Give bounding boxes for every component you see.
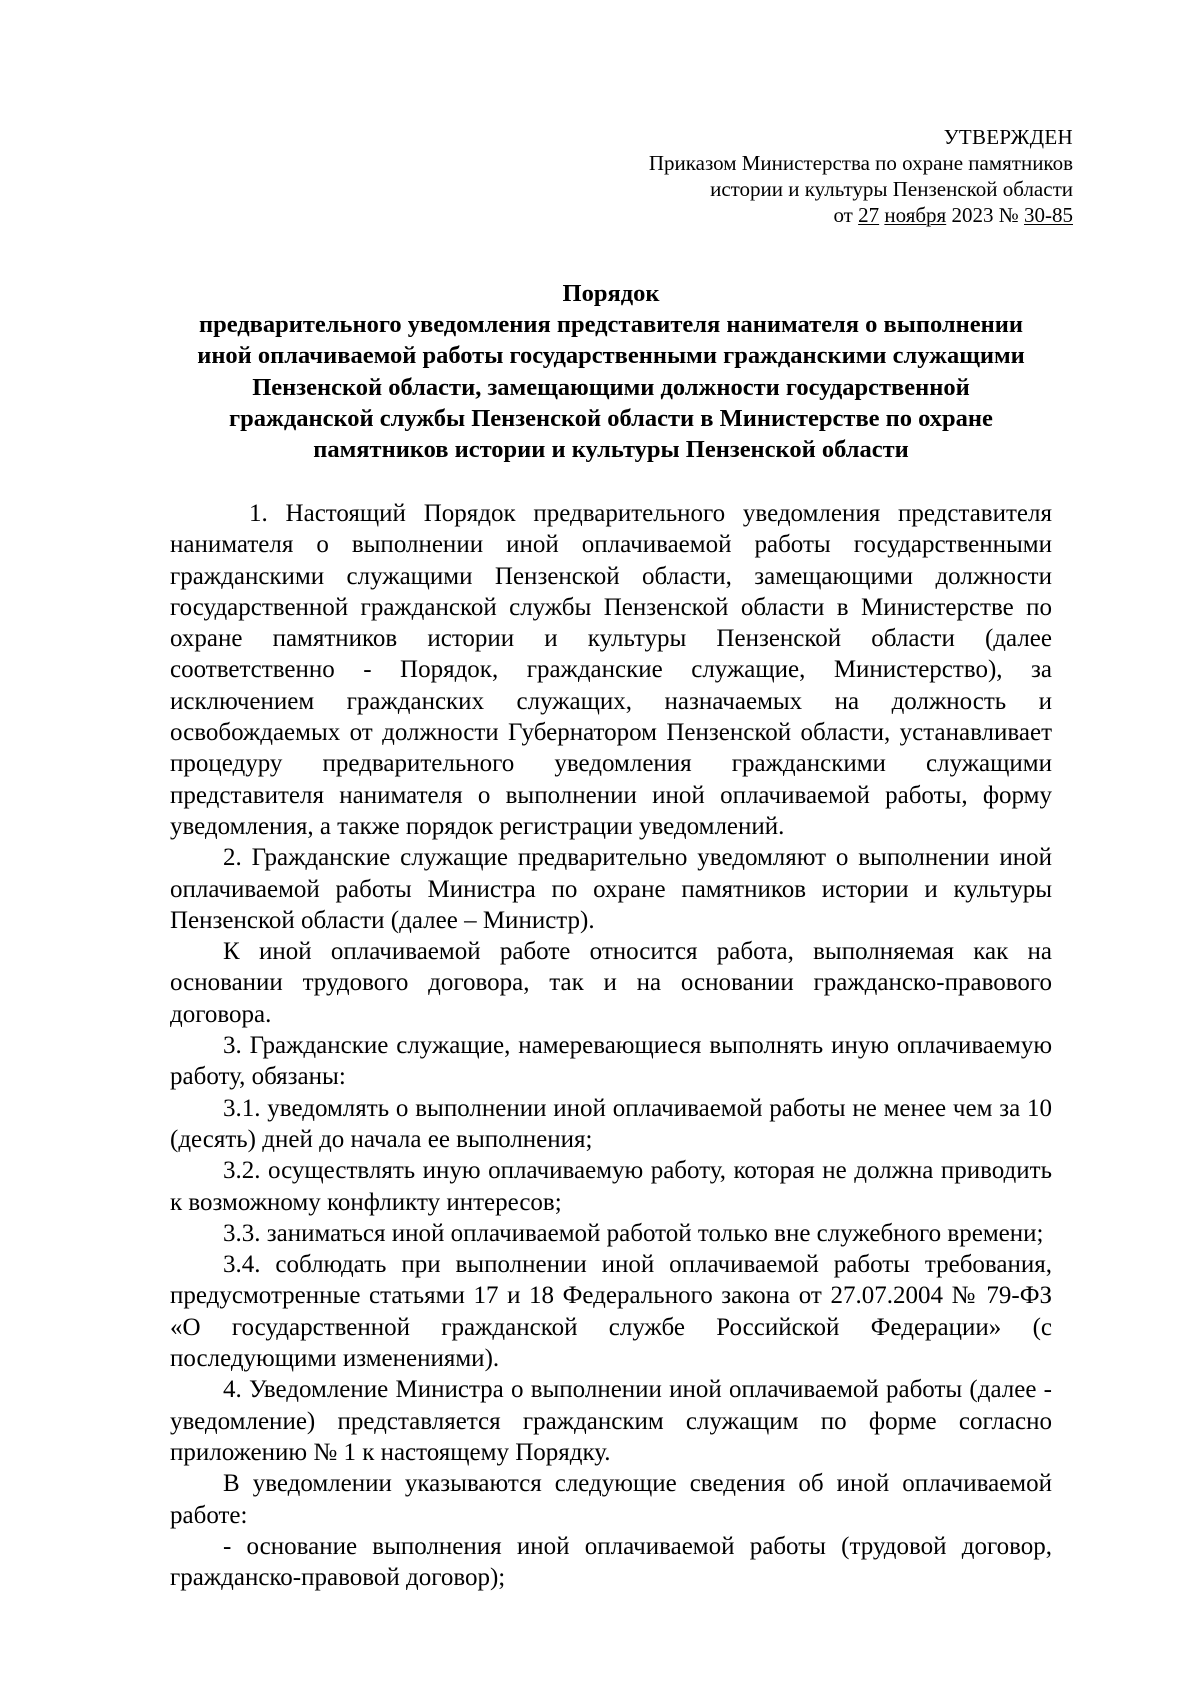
title-line-5: гражданской службы Пензенской области в Министерстве по охране (229, 404, 993, 432)
approval-heading: УТВЕРЖДЕН (943, 125, 1073, 149)
paragraph-5: 3.1. уведомлять о выполнении иной оплачиваемой работы не менее чем за 10 (десять) дней до начала ее выполнения; (170, 1094, 1052, 1153)
paragraph-6: 3.2. осуществлять иную оплачиваемую работу, которая не должна приводить к возможному конфликту интересов; (170, 1157, 1052, 1216)
paragraph-3: К иной оплачиваемой работе относится работа, выполняемая как на основании трудового договора, так и на основании гражданско-правового договора. (170, 938, 1052, 1028)
paragraph-1: 1. Настоящий Порядок предварительного уведомления представителя нанимателя о выполнении иной оплачиваемой работы государственными гражданскими служащими Пензенской области, замещающими должности государственной гражданской службы Пензенской области в Министерстве по охране памятников истории и культуры Пензенской области (далее соответственно - Порядок, гражданские служащие, Министерство), за исключением гражданских служащих, назначаемых на должность и освобождаемых от должности Губернатором Пензенской области, устанавливает процедуру предварительного уведомления гражданскими служащими представителя нанимателя о выполнении иной оплачиваемой работы, форму уведомления, а также порядок регистрации уведомлений. (170, 500, 1052, 840)
paragraph-2: 2. Гражданские служащие предварительно уведомляют о выполнении иной оплачиваемой работы Министра по охране памятников истории и культуры Пензенской области (далее – Министр). (170, 844, 1052, 934)
title-line-4: Пензенской области, замещающими должности государственной (252, 373, 970, 401)
document-title (170, 278, 1052, 465)
paragraph-9: 4. Уведомление Министра о выполнении иной оплачиваемой работы (далее - уведомление) представляется гражданским служащим по форме согласно приложению № 1 к настоящему Порядку. (170, 1376, 1052, 1466)
approval-date-line (513, 202, 1073, 228)
paragraph-11: - основание выполнения иной оплачиваемой работы (трудовой договор, гражданско-правовой договор); (170, 1532, 1052, 1592)
title-line-3: иной оплачиваемой работы государственными гражданскими служащими (197, 342, 1025, 370)
paragraph-8: 3.4. соблюдать при выполнении иной оплачиваемой работы требования, предусмотренные статьями 17 и 18 Федерального закона от 27.07.2004 № 79-ФЗ «О государственной гражданской службе Российской Федерации» (с последующими изменениями). (170, 1251, 1052, 1373)
date-prefix: от (833, 203, 859, 227)
paragraph-4: 3. Гражданские служащие, намеревающиеся выполнять иную оплачиваемую работу, обязаны: (170, 1032, 1052, 1091)
approval-line-2: истории и культуры Пензенской области (710, 177, 1073, 201)
title-line-1: Порядок (562, 280, 660, 307)
order-year-and-no: 2023 № (946, 203, 1024, 227)
approval-stamp-block (513, 124, 1073, 228)
document-body (170, 498, 1052, 1593)
order-number: 30-85 (1024, 203, 1073, 227)
title-line-6: памятников истории и культуры Пензенской области (313, 436, 909, 464)
order-month: ноября (884, 203, 947, 227)
paragraph-7: 3.3. заниматься иной оплачиваемой работой только вне служебного времени; (223, 1219, 1044, 1247)
approval-line-1: Приказом Министерства по охране памятников (648, 151, 1073, 175)
order-day: 27 (858, 203, 880, 227)
title-line-2: предварительного уведомления представителя нанимателя о выполнении (198, 311, 1024, 339)
paragraph-10: В уведомлении указываются следующие сведения об иной оплачиваемой работе: (170, 1470, 1052, 1529)
